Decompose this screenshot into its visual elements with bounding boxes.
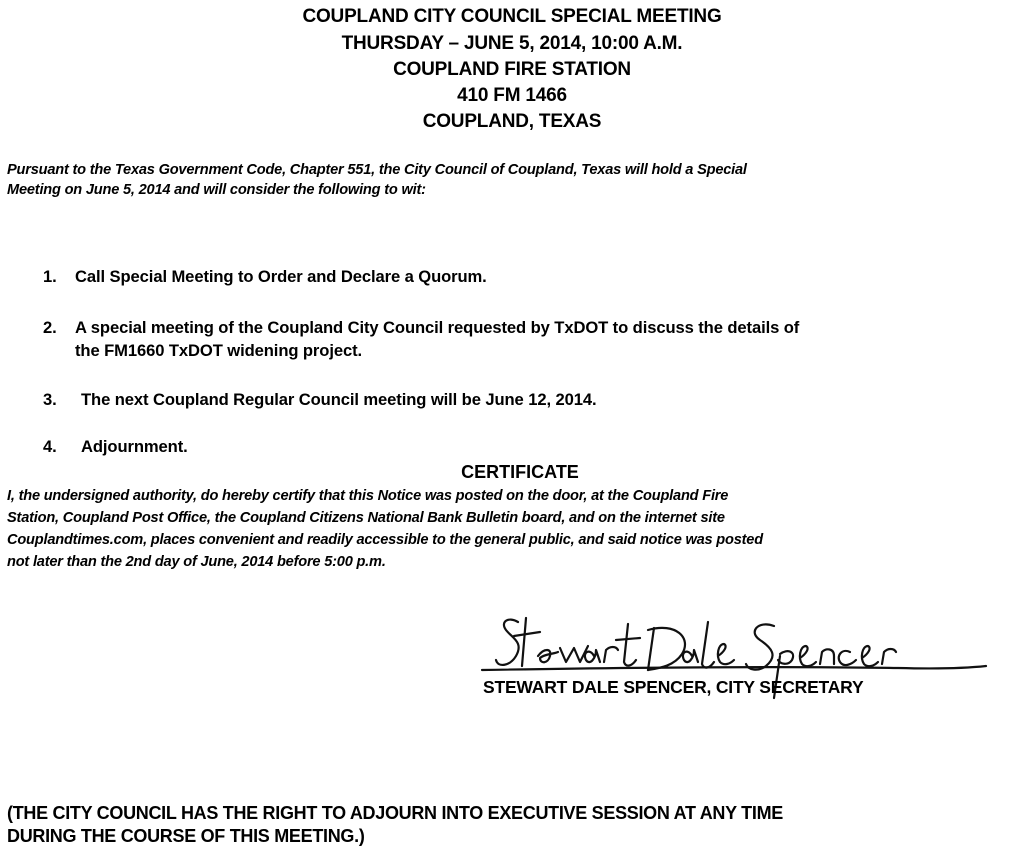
agenda-item-text: A special meeting of the Coupland City Council requested by TxDOT to discuss the details of — [75, 318, 800, 337]
agenda-item-text: Call Special Meeting to Order and Declare a Quorum. — [75, 267, 487, 286]
certificate-line-3: Couplandtimes.com, places convenient and readily accessible to the general public, and said notice was posted — [7, 532, 763, 548]
intro-line-2: Meeting on June 5, 2014 and will consider the following to wit: — [7, 182, 426, 198]
certificate-line-4: not later than the 2nd day of June, 2014 before 5:00 p.m. — [7, 554, 386, 570]
agenda-item-text: Adjournment. — [81, 437, 188, 456]
agenda-item-number: 1. — [43, 267, 57, 286]
certificate-line-2: Station, Coupland Post Office, the Coupland Citizens National Bank Bulletin board, and on the internet site — [7, 510, 725, 526]
agenda-item-text-continued: the FM1660 TxDOT widening project. — [75, 341, 363, 360]
footer-note-line-2: DURING THE COURSE OF THIS MEETING.) — [7, 826, 365, 846]
certificate-title: CERTIFICATE — [461, 462, 579, 482]
meeting-date-time: THURSDAY – JUNE 5, 2014, 10:00 A.M. — [341, 33, 683, 54]
intro-line-1: Pursuant to the Texas Government Code, Chapter 551, the City Council of Coupland, Texas will hold a Special — [7, 162, 747, 178]
agenda-item-number: 2. — [43, 318, 57, 337]
meeting-title: COUPLAND CITY COUNCIL SPECIAL MEETING — [302, 6, 722, 27]
meeting-city-state: COUPLAND, TEXAS — [422, 111, 602, 132]
meeting-address: 410 FM 1466 — [457, 85, 567, 106]
agenda-item-text: The next Coupland Regular Council meeting will be June 12, 2014. — [81, 390, 597, 409]
certificate-line-1: I, the undersigned authority, do hereby certify that this Notice was posted on the door, at the Coupland Fire — [7, 488, 729, 504]
signer-name-title: STEWART DALE SPENCER, CITY SECRETARY — [483, 677, 864, 697]
agenda-item-number: 4. — [43, 437, 57, 456]
footer-note-line-1: (THE CITY COUNCIL HAS THE RIGHT TO ADJOURN INTO EXECUTIVE SESSION AT ANY TIME — [7, 803, 783, 823]
meeting-venue: COUPLAND FIRE STATION — [393, 59, 631, 80]
agenda-item-number: 3. — [43, 390, 57, 409]
